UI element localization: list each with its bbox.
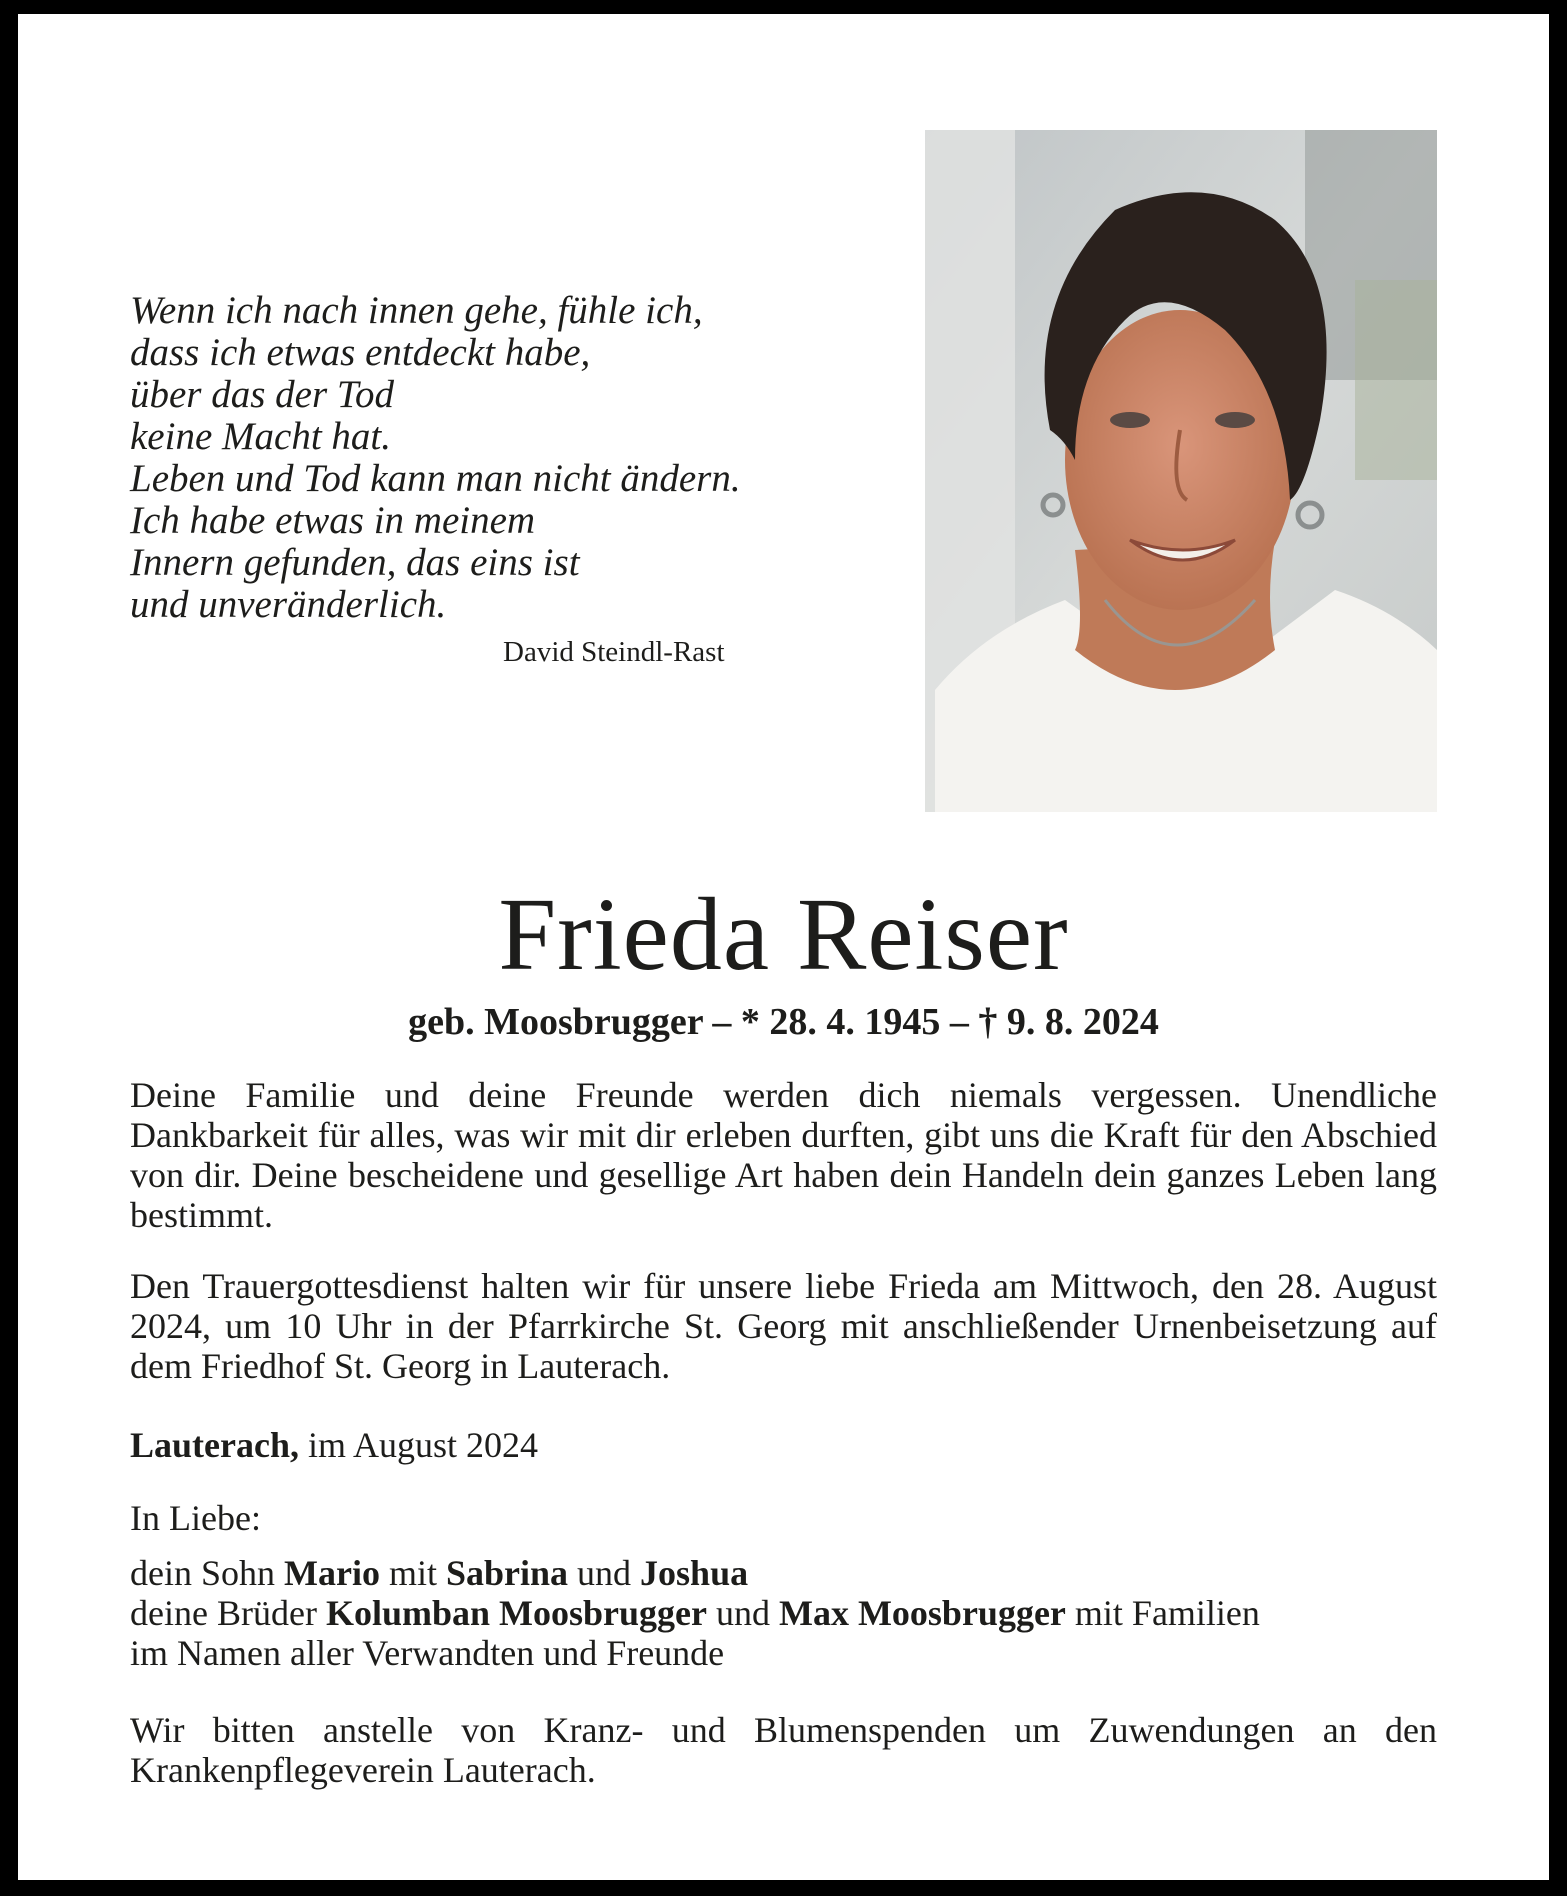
family-text: deine Brüder (130, 1593, 317, 1633)
family-text: mit Familien (1074, 1593, 1260, 1633)
family-list (130, 1553, 1437, 1673)
portrait-photo (925, 130, 1437, 812)
family-line-brothers (130, 1593, 1437, 1633)
quote-line: Leben und Tod kann man nicht ändern. (130, 457, 741, 500)
quote-line: Ich habe etwas in meinem (130, 499, 536, 542)
quote-line: über das der Tod (130, 373, 395, 416)
quote-line: dass ich etwas entdeckt habe, (130, 331, 591, 374)
date: im August 2024 (307, 1425, 539, 1465)
quote-line: und unveränderlich. (130, 583, 447, 626)
portrait-illustration (925, 130, 1437, 812)
place-date-line (130, 1425, 1437, 1465)
quote-line: Wenn ich nach innen gehe, fühle ich, (130, 289, 703, 332)
quote-block (130, 290, 780, 626)
service-paragraph: Den Trauergottesdienst halten wir für unsere liebe Frieda am Mittwoch, den 28. August 2024, um 10 Uhr in der Pfarrkirche St. Georg mit anschließender Urnenbeisetzung auf dem Friedhof St. Georg in Lauterach. (130, 1266, 1437, 1386)
family-line-relatives: im Namen aller Verwandten und Freunde (130, 1633, 725, 1673)
family-text: und (715, 1593, 770, 1633)
family-text: mit (388, 1553, 437, 1593)
donation-paragraph: Wir bitten anstelle von Kranz- und Blumenspenden um Zuwendungen an den Krankenpflegeverein Lauterach. (130, 1710, 1437, 1790)
quote-line: keine Macht hat. (130, 415, 391, 458)
family-text: und (577, 1553, 632, 1593)
quote-author: David Steindl-Rast (503, 636, 725, 668)
place: Lauterach, (130, 1425, 299, 1465)
family-name: Mario (284, 1553, 380, 1593)
quote-line: Innern gefunden, das eins ist (130, 541, 580, 584)
farewell-paragraph: Deine Familie und deine Freunde werden dich niemals vergessen. Unendliche Dankbarkeit für alles, was wir mit dir erleben durften, gibt uns die Kraft für den Abschied von dir. Deine bescheidene und gesellige Art haben dein Handeln dein ganzes Leben lang bestimmt. (130, 1075, 1437, 1235)
family-text: dein Sohn (130, 1553, 276, 1593)
family-name: Max Moosbrugger (778, 1593, 1066, 1633)
in-liebe-label: In Liebe: (130, 1498, 261, 1538)
deceased-name: Frieda Reiser (498, 877, 1069, 992)
family-name: Joshua (640, 1553, 749, 1593)
family-name: Kolumban Moosbrugger (325, 1593, 707, 1633)
family-line-son (130, 1553, 1437, 1593)
family-name: Sabrina (446, 1553, 569, 1593)
birth-death-dates: geb. Moosbrugger – * 28. 4. 1945 – † 9. 8. 2024 (408, 1001, 1159, 1043)
